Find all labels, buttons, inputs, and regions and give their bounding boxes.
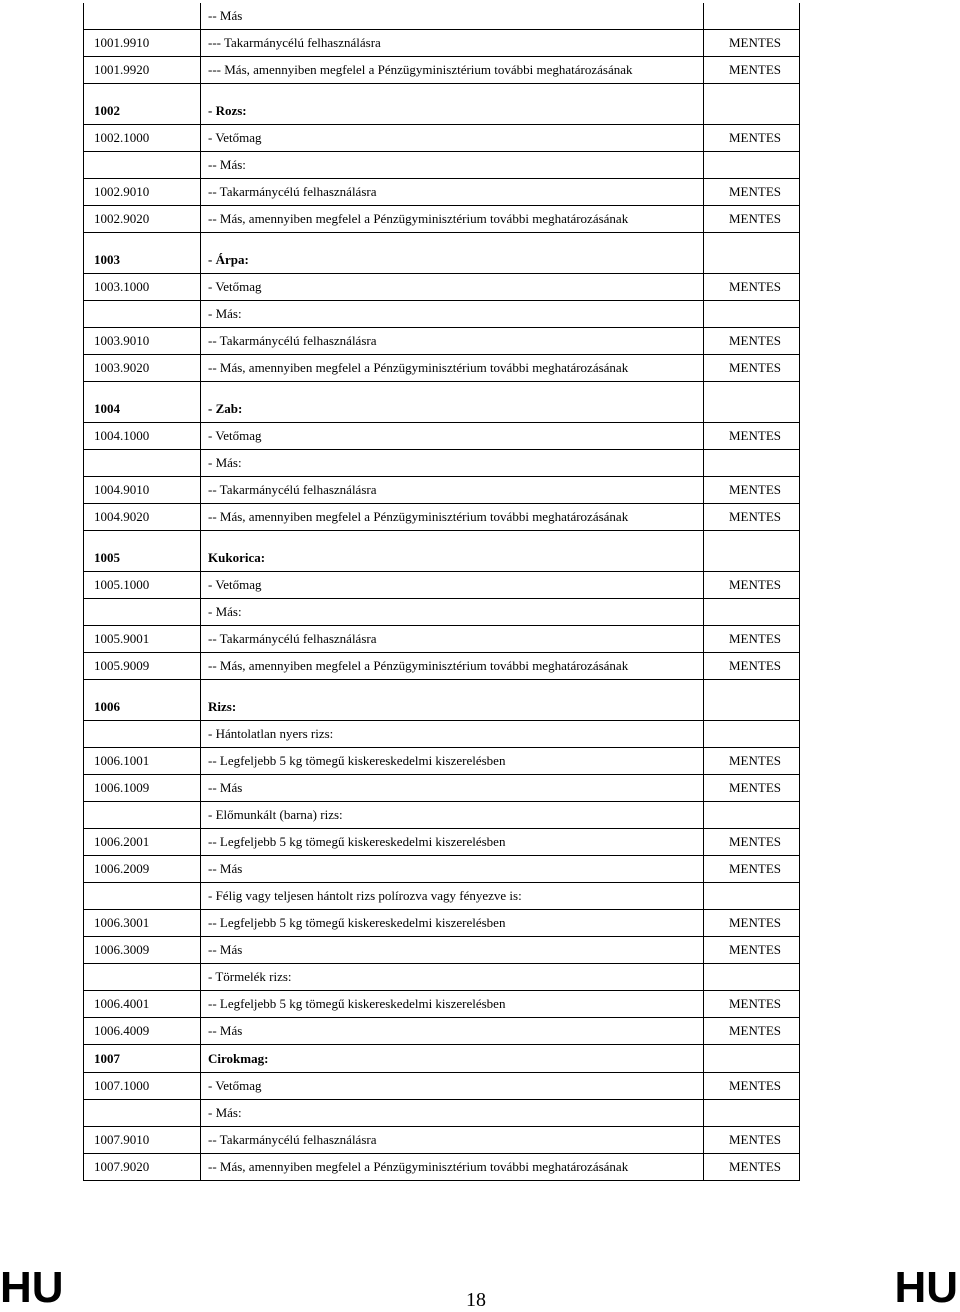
description-cell: -- Takarmánycélú felhasználásra [201,625,704,652]
description-cell: - Zab: [201,381,704,422]
tariff-code-cell: 1005.9009 [84,652,201,679]
duty-rate-cell: MENTES [704,1072,800,1099]
duty-rate-cell [704,1099,800,1126]
tariff-code-cell: 1003.9020 [84,354,201,381]
duty-rate-cell: MENTES [704,422,800,449]
description-cell: -- Más [201,1017,704,1044]
table-row [84,354,800,381]
tariff-code-cell: 1007.9010 [84,1126,201,1153]
tariff-code-cell: 1001.9920 [84,56,201,83]
table-row [84,449,800,476]
duty-rate-cell [704,232,800,273]
description-cell: -- Takarmánycélú felhasználásra [201,327,704,354]
description-cell: -- Más [201,855,704,882]
tariff-code-cell: 1005.1000 [84,571,201,598]
tariff-code-cell: 1006.2001 [84,828,201,855]
duty-rate-cell: MENTES [704,1153,800,1180]
description-cell: -- Más [201,936,704,963]
duty-rate-cell [704,963,800,990]
tariff-code-cell: 1007.1000 [84,1072,201,1099]
duty-rate-cell: MENTES [704,936,800,963]
table-row [84,29,800,56]
table-row [84,828,800,855]
description-cell: -- Más [201,774,704,801]
duty-rate-cell [704,530,800,571]
duty-rate-cell: MENTES [704,354,800,381]
duty-rate-cell: MENTES [704,571,800,598]
tariff-code-cell: 1006.1009 [84,774,201,801]
table-row [84,990,800,1017]
description-cell: - Vetőmag [201,571,704,598]
description-cell: - Vetőmag [201,273,704,300]
duty-rate-cell: MENTES [704,909,800,936]
description-cell: -- Legfeljebb 5 kg tömegű kiskereskedelmi kiszerelésben [201,747,704,774]
table-row [84,882,800,909]
description-cell: - Más: [201,598,704,625]
duty-rate-cell: MENTES [704,205,800,232]
description-cell: - Vetőmag [201,124,704,151]
tariff-code-cell: 1005.9001 [84,625,201,652]
tariff-code-cell: 1006.4001 [84,990,201,1017]
duty-rate-cell [704,801,800,828]
table-row [84,747,800,774]
tariff-code-cell: 1006 [84,679,201,720]
duty-rate-cell [704,83,800,124]
duty-rate-cell: MENTES [704,652,800,679]
tariff-table-body [84,3,800,1180]
footer-country-code-left: HU [0,1263,64,1312]
tariff-code-cell: 1002 [84,83,201,124]
duty-rate-cell: MENTES [704,855,800,882]
description-cell: -- Más, amennyiben megfelel a Pénzügyminisztérium további meghatározásának [201,205,704,232]
table-row [84,963,800,990]
table-row [84,625,800,652]
table-row [84,1126,800,1153]
tariff-code-cell [84,151,201,178]
description-cell: -- Más, amennyiben megfelel a Pénzügyminisztérium további meghatározásának [201,1153,704,1180]
tariff-code-cell [84,720,201,747]
table-row [84,598,800,625]
tariff-code-cell: 1006.3009 [84,936,201,963]
table-row [84,909,800,936]
tariff-code-cell: 1004.9020 [84,503,201,530]
duty-rate-cell: MENTES [704,273,800,300]
description-cell: - Hántolatlan nyers rizs: [201,720,704,747]
description-cell: - Árpa: [201,232,704,273]
table-row [84,422,800,449]
tariff-code-cell: 1005 [84,530,201,571]
table-row [84,679,800,720]
duty-rate-cell [704,449,800,476]
tariff-code-cell [84,801,201,828]
tariff-code-cell: 1004.1000 [84,422,201,449]
table-row [84,381,800,422]
table-row [84,205,800,232]
description-cell: -- Más: [201,151,704,178]
tariff-code-cell: 1002.1000 [84,124,201,151]
duty-rate-cell: MENTES [704,124,800,151]
table-row [84,571,800,598]
description-cell: - Törmelék rizs: [201,963,704,990]
duty-rate-cell: MENTES [704,56,800,83]
table-row [84,273,800,300]
tariff-code-cell: 1007 [84,1044,201,1072]
tariff-code-cell: 1001.9910 [84,29,201,56]
table-row [84,300,800,327]
description-cell: - Más: [201,300,704,327]
table-row [84,327,800,354]
tariff-code-cell: 1006.2009 [84,855,201,882]
tariff-code-cell [84,300,201,327]
tariff-code-cell [84,963,201,990]
duty-rate-cell [704,679,800,720]
tariff-code-cell: 1004.9010 [84,476,201,503]
table-row [84,720,800,747]
tariff-code-cell: 1006.4009 [84,1017,201,1044]
table-row [84,83,800,124]
tariff-code-cell [84,882,201,909]
tariff-code-cell: 1006.1001 [84,747,201,774]
description-cell: Kukorica: [201,530,704,571]
duty-rate-cell [704,720,800,747]
tariff-code-cell: 1002.9020 [84,205,201,232]
table-row [84,652,800,679]
description-cell: --- Más, amennyiben megfelel a Pénzügyminisztérium további meghatározásának [201,56,704,83]
description-cell: - Előmunkált (barna) rizs: [201,801,704,828]
table-row [84,530,800,571]
tariff-code-cell: 1003 [84,232,201,273]
duty-rate-cell: MENTES [704,774,800,801]
description-cell: -- Más [201,3,704,29]
description-cell: -- Takarmánycélú felhasználásra [201,1126,704,1153]
duty-rate-cell [704,882,800,909]
tariff-code-cell [84,449,201,476]
duty-rate-cell: MENTES [704,1017,800,1044]
footer-country-code-right: HU [894,1263,958,1312]
table-row [84,503,800,530]
description-cell: - Más: [201,449,704,476]
tariff-code-cell: 1002.9010 [84,178,201,205]
description-cell: - Vetőmag [201,1072,704,1099]
duty-rate-cell: MENTES [704,476,800,503]
tariff-code-cell: 1004 [84,381,201,422]
table-row [84,801,800,828]
description-cell: - Más: [201,1099,704,1126]
duty-rate-cell: MENTES [704,327,800,354]
table-row [84,936,800,963]
description-cell: -- Takarmánycélú felhasználásra [201,178,704,205]
duty-rate-cell [704,598,800,625]
table-row [84,774,800,801]
duty-rate-cell: MENTES [704,1126,800,1153]
table-row [84,1072,800,1099]
duty-rate-cell: MENTES [704,990,800,1017]
page-number: 18 [466,1289,486,1311]
duty-rate-cell: MENTES [704,503,800,530]
description-cell: -- Más, amennyiben megfelel a Pénzügyminisztérium további meghatározásának [201,354,704,381]
description-cell: -- Más, amennyiben megfelel a Pénzügyminisztérium további meghatározásának [201,652,704,679]
description-cell: -- Legfeljebb 5 kg tömegű kiskereskedelmi kiszerelésben [201,909,704,936]
tariff-table [83,3,800,1181]
duty-rate-cell [704,1044,800,1072]
duty-rate-cell [704,151,800,178]
description-cell: -- Legfeljebb 5 kg tömegű kiskereskedelmi kiszerelésben [201,990,704,1017]
tariff-code-cell: 1003.9010 [84,327,201,354]
table-row [84,151,800,178]
tariff-code-cell: 1007.9020 [84,1153,201,1180]
description-cell: --- Takarmánycélú felhasználásra [201,29,704,56]
duty-rate-cell: MENTES [704,747,800,774]
description-cell: -- Takarmánycélú felhasználásra [201,476,704,503]
tariff-code-cell: 1006.3001 [84,909,201,936]
duty-rate-cell [704,381,800,422]
table-row [84,855,800,882]
duty-rate-cell [704,3,800,29]
table-row [84,3,800,29]
description-cell: - Félig vagy teljesen hántolt rizs polírozva vagy fényezve is: [201,882,704,909]
table-row [84,1099,800,1126]
description-cell: - Rozs: [201,83,704,124]
description-cell: Cirokmag: [201,1044,704,1072]
tariff-code-cell [84,3,201,29]
duty-rate-cell: MENTES [704,29,800,56]
table-row [84,232,800,273]
duty-rate-cell: MENTES [704,625,800,652]
description-cell: Rizs: [201,679,704,720]
description-cell: -- Legfeljebb 5 kg tömegű kiskereskedelmi kiszerelésben [201,828,704,855]
table-row [84,1017,800,1044]
description-cell: -- Más, amennyiben megfelel a Pénzügyminisztérium további meghatározásának [201,503,704,530]
table-row [84,56,800,83]
table-row [84,1044,800,1072]
tariff-code-cell [84,598,201,625]
tariff-code-cell [84,1099,201,1126]
table-row [84,1153,800,1180]
table-row [84,178,800,205]
table-row [84,476,800,503]
description-cell: - Vetőmag [201,422,704,449]
duty-rate-cell: MENTES [704,178,800,205]
tariff-code-cell: 1003.1000 [84,273,201,300]
duty-rate-cell: MENTES [704,828,800,855]
table-row [84,124,800,151]
duty-rate-cell [704,300,800,327]
